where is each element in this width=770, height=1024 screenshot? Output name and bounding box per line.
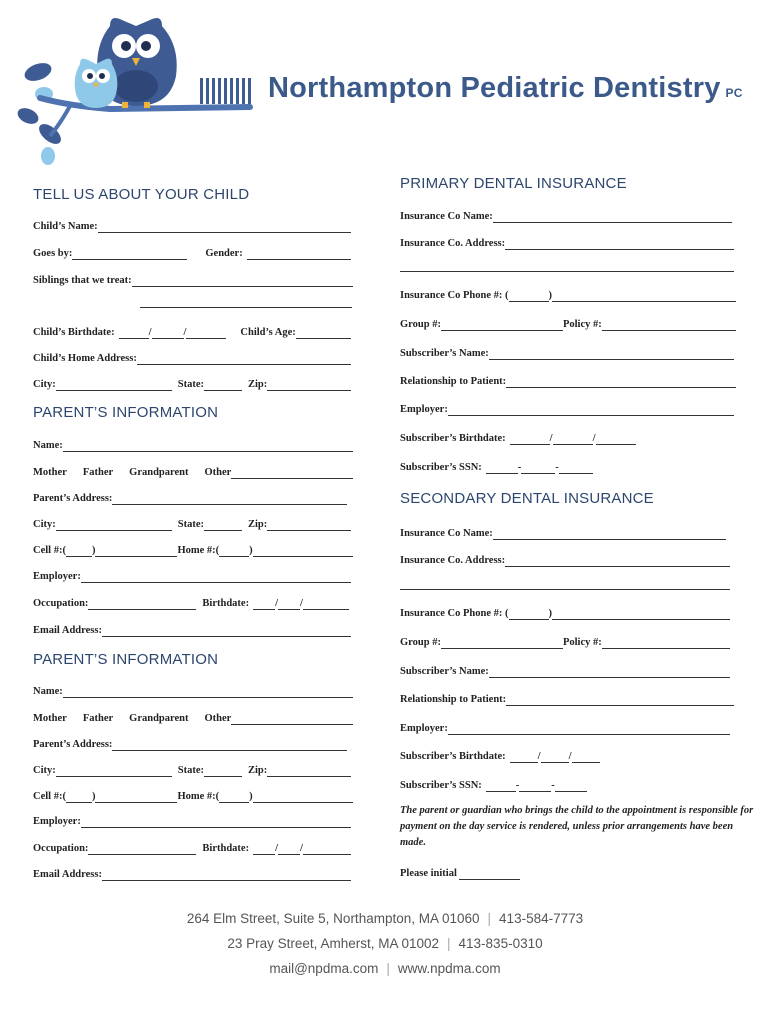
phone-area-field[interactable] bbox=[509, 607, 549, 620]
home-phone-label: Home #:( bbox=[177, 545, 220, 556]
insurance-co-address-label: Insurance Co. Address: bbox=[400, 238, 506, 249]
insurance-co-name-label: Insurance Co Name: bbox=[400, 211, 493, 222]
slash-sep: / bbox=[592, 433, 596, 444]
cell-label: Cell #:( bbox=[33, 791, 66, 802]
city-field[interactable] bbox=[56, 764, 172, 777]
primary-co-phone-row bbox=[400, 284, 736, 302]
gender-field[interactable] bbox=[247, 247, 351, 260]
parent1-address-field[interactable] bbox=[112, 492, 347, 505]
goes-by-row bbox=[33, 242, 351, 260]
policy-label: Policy #: bbox=[562, 319, 602, 330]
birthdate-label: Birthdate: bbox=[202, 598, 250, 609]
parent1-phone-row bbox=[33, 539, 353, 557]
dash-sep: - bbox=[551, 780, 555, 791]
group-label: Group #: bbox=[400, 637, 441, 648]
ssn-part3-field[interactable] bbox=[559, 461, 593, 474]
secondary-co-address-line-2[interactable] bbox=[400, 589, 730, 590]
gender-label: Gender: bbox=[205, 248, 243, 259]
footer-line-2 bbox=[0, 936, 770, 951]
employer-field[interactable] bbox=[448, 722, 730, 735]
dash-sep: - bbox=[515, 780, 520, 791]
ssn-part1-field[interactable] bbox=[486, 779, 516, 792]
employer-field[interactable] bbox=[448, 403, 734, 416]
footer-address-1: 264 Elm Street, Suite 5, Northampton, MA 01060 bbox=[186, 911, 480, 926]
occupation-field[interactable] bbox=[88, 597, 196, 610]
paren-close: ) bbox=[249, 545, 253, 556]
relationship-label: Relationship to Patient: bbox=[400, 376, 507, 387]
footer-website-link[interactable]: www.npdma.com bbox=[397, 961, 501, 976]
primary-employer-row bbox=[400, 398, 734, 416]
primary-co-name-field[interactable] bbox=[493, 210, 732, 223]
group-field[interactable] bbox=[441, 636, 563, 649]
ssn-part3-field[interactable] bbox=[555, 779, 587, 792]
child-name-field[interactable] bbox=[98, 220, 351, 233]
parent1-employer-row bbox=[33, 565, 351, 583]
primary-ssn-row bbox=[400, 456, 660, 474]
cell-area-field[interactable] bbox=[66, 790, 92, 803]
ssn-part2-field[interactable] bbox=[521, 461, 555, 474]
secondary-co-address-field[interactable] bbox=[505, 554, 730, 567]
city-label: City: bbox=[33, 519, 56, 530]
policy-field[interactable] bbox=[602, 318, 736, 331]
birth-month-field[interactable] bbox=[510, 750, 538, 763]
siblings-row bbox=[33, 269, 353, 287]
parent2-name-field[interactable] bbox=[63, 685, 353, 698]
parent1-name-row bbox=[33, 434, 353, 452]
subscriber-birthdate-label: Subscriber’s Birthdate: bbox=[400, 433, 506, 444]
child-age-field[interactable] bbox=[296, 326, 351, 339]
footer-separator: | bbox=[386, 961, 390, 976]
cell-number-field[interactable] bbox=[95, 790, 177, 803]
subscriber-name-label: Subscriber’s Name: bbox=[400, 666, 489, 677]
birth-day-field[interactable] bbox=[553, 432, 593, 445]
parent2-address-row bbox=[33, 733, 347, 751]
employer-label: Employer: bbox=[33, 816, 81, 827]
primary-relationship-row bbox=[400, 370, 736, 388]
secondary-ssn-row bbox=[400, 774, 620, 792]
city-field[interactable] bbox=[56, 518, 172, 531]
slash-sep: / bbox=[549, 433, 553, 444]
secondary-co-name-row bbox=[400, 522, 726, 540]
footer-address-2: 23 Pray Street, Amherst, MA 01002 bbox=[227, 936, 440, 951]
state-label: State: bbox=[177, 519, 204, 530]
primary-co-address-field[interactable] bbox=[505, 237, 734, 250]
email-label: Email Address: bbox=[33, 625, 102, 636]
state-label: State: bbox=[177, 765, 204, 776]
policy-label: Policy #: bbox=[562, 637, 602, 648]
relationship-field[interactable] bbox=[506, 375, 736, 388]
section-title-secondary-insurance: SECONDARY DENTAL INSURANCE bbox=[400, 490, 654, 507]
occupation-field[interactable] bbox=[88, 842, 196, 855]
parent1-occupation-row bbox=[33, 592, 349, 610]
insurance-co-address-label: Insurance Co. Address: bbox=[400, 555, 506, 566]
goes-by-label: Goes by: bbox=[33, 248, 73, 259]
zip-field[interactable] bbox=[267, 764, 351, 777]
zip-field[interactable] bbox=[267, 518, 351, 531]
birth-month-field[interactable] bbox=[253, 842, 275, 855]
footer-separator: | bbox=[447, 936, 451, 951]
zip-field[interactable] bbox=[267, 378, 351, 391]
child-name-label: Child’s Name: bbox=[33, 221, 98, 232]
birth-year-field[interactable] bbox=[572, 750, 600, 763]
home-phone-label: Home #:( bbox=[177, 791, 220, 802]
slash-sep: / bbox=[148, 327, 152, 338]
relationship-label: Relationship to Patient: bbox=[400, 694, 507, 705]
parent-address-label: Parent’s Address: bbox=[33, 739, 113, 750]
owl-logo-icon bbox=[10, 6, 265, 166]
slash-sep: / bbox=[275, 598, 279, 609]
insurance-co-phone-label: Insurance Co Phone #: ( bbox=[400, 608, 509, 619]
child-age-label: Child’s Age: bbox=[240, 327, 296, 338]
other-relation-field[interactable] bbox=[231, 466, 353, 479]
child-name-row bbox=[33, 215, 351, 233]
parent2-email-row bbox=[33, 863, 351, 881]
dash-sep: - bbox=[517, 462, 522, 473]
slash-sep: / bbox=[537, 751, 541, 762]
slash-sep: / bbox=[300, 598, 303, 609]
phone-area-field[interactable] bbox=[509, 289, 549, 302]
slash-sep: / bbox=[275, 843, 279, 854]
parent2-city-row bbox=[33, 759, 351, 777]
cell-number-field[interactable] bbox=[95, 544, 177, 557]
occupation-label: Occupation: bbox=[33, 843, 89, 854]
footer-separator: | bbox=[487, 911, 492, 926]
birth-day-field[interactable] bbox=[278, 842, 300, 855]
parent2-employer-field[interactable] bbox=[81, 815, 351, 828]
relationship-field[interactable] bbox=[506, 693, 734, 706]
child-home-address-field[interactable] bbox=[137, 352, 351, 365]
child-home-address-label: Child’s Home Address: bbox=[33, 353, 137, 364]
state-field[interactable] bbox=[204, 378, 242, 391]
secondary-relationship-row bbox=[400, 688, 734, 706]
cell-area-field[interactable] bbox=[66, 544, 92, 557]
policy-field[interactable] bbox=[602, 636, 730, 649]
birthdate-label: Birthdate: bbox=[202, 843, 250, 854]
ssn-part2-field[interactable] bbox=[519, 779, 551, 792]
zip-label: Zip: bbox=[248, 379, 268, 390]
footer-phone-2: 413-835-0310 bbox=[458, 936, 543, 951]
insurance-co-phone-label: Insurance Co Phone #: ( bbox=[400, 290, 509, 301]
secondary-employer-row bbox=[400, 717, 730, 735]
secondary-group-policy-row bbox=[400, 631, 730, 649]
child-home-address-row bbox=[33, 347, 351, 365]
section-title-parent-1: PARENT’S INFORMATION bbox=[33, 404, 219, 421]
child-birthdate-label: Child’s Birthdate: bbox=[33, 327, 115, 338]
parent2-email-field[interactable] bbox=[102, 868, 351, 881]
paren-close: ) bbox=[249, 791, 253, 802]
option-other[interactable]: Other bbox=[204, 713, 232, 724]
parent2-name-row bbox=[33, 680, 353, 698]
primary-co-address-line-2[interactable] bbox=[400, 271, 734, 272]
parent1-name-field[interactable] bbox=[63, 439, 353, 452]
subscriber-name-label: Subscriber’s Name: bbox=[400, 348, 489, 359]
group-field[interactable] bbox=[441, 318, 563, 331]
birth-year-field[interactable] bbox=[596, 432, 636, 445]
insurance-co-name-label: Insurance Co Name: bbox=[400, 528, 493, 539]
section-title-parent-2: PARENT’S INFORMATION bbox=[33, 651, 219, 668]
parent1-city-row bbox=[33, 513, 351, 531]
child-birth-month-field[interactable] bbox=[119, 326, 149, 339]
siblings-field-line-2[interactable] bbox=[140, 307, 352, 308]
dash-sep: - bbox=[555, 462, 559, 473]
birth-day-field[interactable] bbox=[278, 597, 300, 610]
parent1-email-field[interactable] bbox=[102, 624, 351, 637]
goes-by-field[interactable] bbox=[72, 247, 187, 260]
ssn-part1-field[interactable] bbox=[486, 461, 518, 474]
birth-year-field[interactable] bbox=[303, 842, 351, 855]
child-birthdate-row bbox=[33, 321, 351, 339]
brand-suffix: PC bbox=[725, 86, 743, 100]
brand-title bbox=[268, 72, 743, 105]
group-label: Group #: bbox=[400, 319, 441, 330]
parent2-employer-row bbox=[33, 810, 351, 828]
name-label: Name: bbox=[33, 686, 63, 697]
footer-email-link[interactable]: mail@npdma.com bbox=[269, 961, 379, 976]
parent2-phone-row bbox=[33, 785, 353, 803]
parent1-relation-row bbox=[33, 461, 353, 479]
parent2-occupation-row bbox=[33, 837, 351, 855]
option-mother[interactable]: Mother bbox=[33, 467, 67, 478]
siblings-label: Siblings that we treat: bbox=[33, 275, 132, 286]
birth-month-field[interactable] bbox=[510, 432, 550, 445]
primary-co-address-row bbox=[400, 232, 734, 250]
initial-field[interactable] bbox=[459, 867, 520, 880]
birth-year-field[interactable] bbox=[303, 597, 349, 610]
state-field[interactable] bbox=[204, 518, 242, 531]
home-number-field[interactable] bbox=[253, 790, 353, 803]
primary-subscriber-birthdate-row bbox=[400, 427, 660, 445]
home-area-field[interactable] bbox=[219, 544, 249, 557]
birth-day-field[interactable] bbox=[541, 750, 569, 763]
parent2-relation-row bbox=[33, 707, 353, 725]
zip-label: Zip: bbox=[248, 765, 268, 776]
subscriber-name-field[interactable] bbox=[489, 347, 734, 360]
option-mother[interactable]: Mother bbox=[33, 713, 67, 724]
zip-label: Zip: bbox=[248, 519, 268, 530]
home-number-field[interactable] bbox=[253, 544, 353, 557]
home-area-field[interactable] bbox=[219, 790, 249, 803]
primary-co-name-row bbox=[400, 205, 732, 223]
primary-subscriber-name-row bbox=[400, 342, 734, 360]
slash-sep: / bbox=[568, 751, 572, 762]
please-initial-label: Please initial bbox=[400, 868, 457, 879]
secondary-subscriber-birthdate-row bbox=[400, 745, 620, 763]
secondary-co-phone-row bbox=[400, 602, 730, 620]
name-label: Name: bbox=[33, 440, 63, 451]
phone-number-field[interactable] bbox=[552, 289, 736, 302]
primary-group-policy-row bbox=[400, 313, 736, 331]
slash-sep: / bbox=[300, 843, 303, 854]
employer-label: Employer: bbox=[400, 723, 448, 734]
option-other[interactable]: Other bbox=[204, 467, 232, 478]
birth-month-field[interactable] bbox=[253, 597, 275, 610]
state-label: State: bbox=[177, 379, 204, 390]
parent2-address-field[interactable] bbox=[112, 738, 347, 751]
secondary-co-name-field[interactable] bbox=[493, 527, 726, 540]
footer-line-1 bbox=[0, 911, 770, 926]
other-relation-field[interactable] bbox=[231, 712, 353, 725]
state-field[interactable] bbox=[204, 764, 242, 777]
footer-phone-1: 413-584-7773 bbox=[499, 911, 584, 926]
initial-row bbox=[400, 862, 520, 880]
city-field[interactable] bbox=[56, 378, 172, 391]
occupation-label: Occupation: bbox=[33, 598, 89, 609]
paren-close: ) bbox=[91, 791, 96, 802]
section-title-primary-insurance: PRIMARY DENTAL INSURANCE bbox=[400, 175, 627, 192]
subscriber-name-field[interactable] bbox=[489, 665, 730, 678]
siblings-field[interactable] bbox=[132, 274, 353, 287]
paren-close: ) bbox=[548, 608, 553, 619]
brand-name: Northampton Pediatric Dentistry bbox=[268, 72, 721, 104]
city-label: City: bbox=[33, 765, 56, 776]
payment-responsibility-note: The parent or guardian who brings the child to the appointment is responsible for payment on the day service is rendered, unless prior arrangements have been made. bbox=[400, 805, 754, 848]
slash-sep: / bbox=[183, 327, 187, 338]
secondary-subscriber-name-row bbox=[400, 660, 730, 678]
toothbrush-icon bbox=[200, 78, 251, 104]
child-birth-day-field[interactable] bbox=[152, 326, 184, 339]
section-title-child: TELL US ABOUT YOUR CHILD bbox=[33, 186, 250, 203]
subscriber-ssn-label: Subscriber’s SSN: bbox=[400, 462, 482, 473]
employer-label: Employer: bbox=[400, 404, 448, 415]
option-grandparent[interactable]: Grandparent bbox=[129, 467, 189, 478]
option-father[interactable]: Father bbox=[82, 467, 114, 478]
secondary-co-address-row bbox=[400, 549, 730, 567]
child-birth-year-field[interactable] bbox=[183, 326, 226, 339]
option-father[interactable]: Father bbox=[82, 713, 114, 724]
parent-address-label: Parent’s Address: bbox=[33, 493, 113, 504]
subscriber-birthdate-label: Subscriber’s Birthdate: bbox=[400, 751, 506, 762]
city-label: City: bbox=[33, 379, 56, 390]
employer-label: Employer: bbox=[33, 571, 81, 582]
email-label: Email Address: bbox=[33, 869, 102, 880]
option-grandparent[interactable]: Grandparent bbox=[129, 713, 189, 724]
cell-label: Cell #:( bbox=[33, 545, 66, 556]
parent1-address-row bbox=[33, 487, 347, 505]
parent1-employer-field[interactable] bbox=[81, 570, 351, 583]
parent1-email-row bbox=[33, 619, 351, 637]
footer-line-3 bbox=[0, 961, 770, 976]
phone-number-field[interactable] bbox=[552, 607, 730, 620]
child-city-row bbox=[33, 373, 351, 391]
subscriber-ssn-label: Subscriber’s SSN: bbox=[400, 780, 482, 791]
paren-close: ) bbox=[548, 290, 553, 301]
paren-close: ) bbox=[91, 545, 96, 556]
